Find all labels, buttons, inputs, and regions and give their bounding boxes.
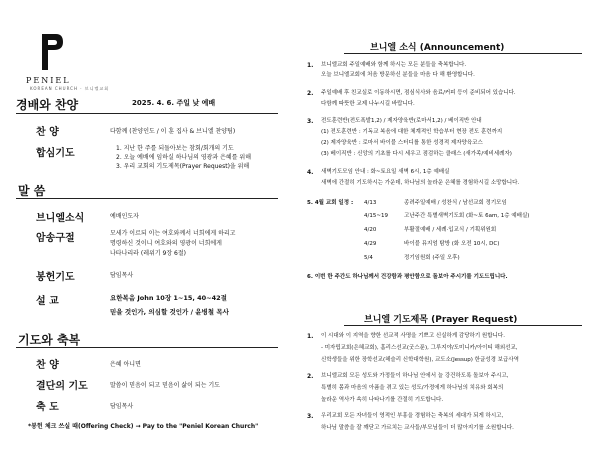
prayer-item: 3. 우리 교회의 기도제목(Prayer Request)을 위해	[116, 163, 250, 170]
announcement-number: 4.	[307, 169, 314, 176]
divider	[16, 198, 278, 199]
sermon-title: 믿을 것인가, 의심할 것인가 / 윤병철 목사	[110, 308, 229, 316]
schedule-event: 고난주간 특별새벽기도회 (화~토 6am, 1층 예배실)	[404, 213, 530, 219]
peniel-logo-icon	[36, 32, 64, 72]
schedule-date: 4/20	[364, 227, 377, 233]
announcement-line: 다함께 따뜻한 교제 나누시길 바랍니다.	[321, 101, 415, 107]
prayer-line: 놀라운 역사가 속히 나타나기를 간절히 기도합니다.	[321, 397, 444, 403]
announcement-line: 새벽기도모임 안내 : 화~토요일 새벽 6시, 1층 예배실	[321, 169, 450, 175]
prayer-line: 이 시대와 이 지역을 향한 선교적 사명을 기쁘고 신실하게 감당하기 원합니다.	[321, 333, 505, 339]
prayer-number: 2.	[307, 373, 314, 380]
announcement-line: (1) 전도훈련반 : 기독교 복음에 대한 체계적인 학습부터 현장 전도 훈련까지	[321, 129, 503, 135]
announcement-line: 오늘 브니엘교회에 처음 방문하신 분들을 마음 다 해 환영합니다.	[321, 72, 475, 78]
divider	[16, 113, 278, 114]
hymn2-label: 찬 양	[36, 360, 59, 371]
hymn2-value: 은혜 아니면	[110, 361, 141, 368]
word-section-title: 말 씀	[18, 184, 46, 198]
schedule-event: 부활절예배 / 세례·입교식 / 기획위원회	[404, 227, 497, 233]
announcement-number: 2.	[307, 90, 314, 97]
worship-section-title: 경배와 찬양	[16, 98, 79, 112]
prayer-line: 우리교회 모든 자녀들이 영적인 부흥을 경험하는 축복의 세대가 되게 하시고,	[321, 413, 504, 419]
offering-prayer-value: 담임목사	[110, 272, 134, 279]
schedule-event: 종려주일예배 / 성찬식 / 남선교회 정기모임	[404, 200, 507, 206]
prayer-blessing-section-title: 기도와 축복	[18, 333, 81, 347]
prayer-request-title: 브니엘 기도제목 (Prayer Request)	[364, 315, 518, 325]
announcement-line: 주일예배 후 친교실로 이동하시면, 점심식사와 음료/커피 등이 준비되어 있습니다.	[321, 90, 516, 96]
announcement-line: (2) 제자양육반 : 로마서 바이블 스터디를 통한 성경적 제자양육코스	[321, 140, 483, 146]
announcement-line: 브니엘교회 주일예배와 함께 하시는 모든 분들을 축복합니다.	[321, 62, 467, 68]
decision-prayer-value: 말씀이 믿음이 되고 믿음이 삶이 되는 기도	[110, 382, 220, 389]
logo-subtitle: KOREAN CHURCH · 브니엘교회	[30, 86, 110, 91]
divider	[344, 325, 582, 326]
hymn-label: 찬 양	[36, 127, 59, 138]
decision-prayer-label: 결단의 기도	[36, 381, 88, 392]
divider	[16, 347, 278, 348]
schedule-date: 4/15~19	[364, 213, 388, 219]
schedule-event: 정기임원회 (주일 오후)	[404, 255, 460, 261]
prayer-line: 신학생들을 위한 장학선교(헤슬리 신학대학원), 교도소(Jessup) 한글성경 보급사역	[321, 357, 519, 363]
announcement-number: 1.	[307, 62, 314, 69]
hymn-value: 다함께 (찬양인도 / 이 훈 집사 & 브니엘 찬양팀)	[110, 128, 236, 135]
prayer-line: 브니엘교회 모든 성도와 가정들이 하나님 안에서 늘 강건하도록 돌보아 주시고,	[321, 373, 509, 379]
prayer-item: 1. 지난 한 주를 되돌아보는 참회/회개의 기도	[116, 145, 234, 152]
schedule-intro: 5. 4월 교회 일정 :	[307, 200, 354, 206]
announcement-closing: 6. 이번 한 주간도 하나님께서 건강함과 평안함으로 돌보아 주시기를 기도드립니다.	[307, 274, 508, 280]
offering-check-note: *봉헌 체크 쓰실 때(Offering Check) → Pay to the "Peniel Korean Church"	[28, 423, 259, 430]
announcement-line: (3) 베이직반 : 신앙의 기초를 다시 세우고 점검하는 클래스 (새가족/예비세례자)	[321, 151, 512, 157]
offering-prayer-label: 봉헌기도	[36, 272, 75, 283]
news-label: 브니엘소식	[36, 213, 85, 224]
schedule-date: 4/13	[364, 200, 377, 206]
sermon-label: 설 교	[36, 296, 59, 307]
news-value: 예배인도자	[110, 213, 139, 220]
sermon-reference: 요한복음 John 10장 1~15, 40~42절	[110, 294, 227, 302]
recite-line: 나타나리라 (레위기 9장 6절)	[110, 250, 186, 257]
schedule-event: 바이블 뮤지엄 탐방 (화 오전 10시, DC)	[404, 241, 500, 247]
prayer-label: 합심기도	[36, 148, 75, 159]
announcement-title: 브니엘 소식 (Announcement)	[370, 43, 505, 53]
prayer-number: 1.	[307, 333, 314, 340]
announcement-number: 3.	[307, 118, 314, 125]
recite-line: 명령하신 것이니 여호와의 영광이 너희에게	[110, 240, 222, 247]
schedule-date: 4/29	[364, 241, 377, 247]
prayer-line: - 미자립교회(은혜교회), 홈리스선교(굿스푼), 그루지야/도미니카/아이티 해외선교,	[321, 345, 518, 351]
logo-name: PENIEL	[26, 76, 71, 85]
prayer-item: 2. 오늘 예배에 임하실 하나님의 영광과 은혜를 위해	[116, 154, 251, 161]
prayer-line: 특별히 몸과 마음의 아픔을 겪고 있는 성도/가정에게 하나님의 치유와 회복의	[321, 385, 504, 391]
announcement-line: 새벽에 간절히 기도하시는 가운데, 하나님의 놀라운 은혜를 경험하시길 소망합니다.	[321, 180, 520, 186]
divider	[344, 53, 582, 54]
recite-label: 암송구절	[36, 233, 75, 244]
prayer-line: 하나님 말씀을 잘 깨닫고 가르치는 교사들/부모님들이 더 많아지기를 소원합니다.	[321, 425, 514, 431]
service-date: 2025. 4. 6. 주일 낮 예배	[132, 99, 216, 107]
blessing-value: 담임목사	[110, 403, 134, 410]
blessing-label: 축 도	[36, 402, 59, 413]
recite-line: 모세가 이르되 이는 여호와께서 너희에게 하리고	[110, 230, 236, 237]
schedule-date: 5/4	[364, 255, 373, 261]
prayer-number: 3.	[307, 413, 314, 420]
announcement-line: 전도훈련반(전도폭발1,2) / 제자양육반(로마서1,2) / 베이직반 안내	[321, 118, 482, 124]
